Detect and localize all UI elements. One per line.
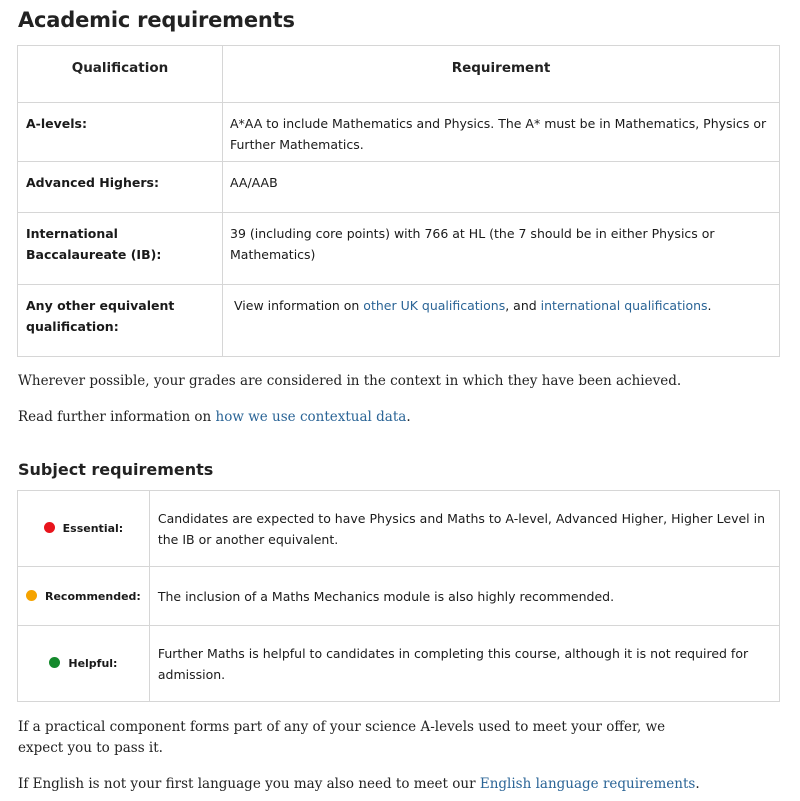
table-row-other-equivalent [18,285,780,357]
international-qualifications-link[interactable]: international qualifications [540,298,708,313]
subject-requirement-text: Candidates are expected to have Physics and Maths to A-level, Advanced Higher, Higher Level in the IB or another equivalent. [149,491,779,567]
subject-requirements-table [17,490,780,702]
red-dot-icon [44,522,55,533]
level-label: Helpful: [68,657,118,670]
english-language-paragraph [18,774,700,795]
requirement-value: 39 (including core points) with 766 at HL (the 7 should be in either Physics or Mathematics) [223,213,780,285]
table-row-essential [18,491,780,567]
orange-dot-icon [26,590,37,601]
level-label: Recommended: [45,589,141,603]
level-cell [18,567,150,626]
text-suffix: . [695,776,700,792]
requirement-value: A*AA to include Mathematics and Physics. The A* must be in Mathematics, Physics or Further Mathematics. [223,103,780,162]
qualification-label: Advanced Highers: [18,162,223,213]
subject-requirement-text: The inclusion of a Maths Mechanics module is also highly recommended. [149,567,779,626]
subject-requirements-heading: Subject requirements [18,460,214,479]
table-row-ib [18,213,780,285]
text-mid: , and [505,298,541,313]
practical-component-paragraph: If a practical component forms part of any of your science A-levels used to meet your offer, we expect you to pass it. [18,719,666,756]
text-prefix: Read further information on [18,409,216,425]
academic-requirements-table [17,45,780,357]
english-language-requirements-link[interactable]: English language requirements [479,776,696,792]
text-prefix: If English is not your first language you may also need to meet our [18,776,480,792]
table-row-recommended [18,567,780,626]
contextual-data-link[interactable]: how we use contextual data [215,409,407,425]
requirement-header: Requirement [223,46,780,103]
subject-requirement-text: Further Maths is helpful to candidates in completing this course, although it is not required for admission. [149,626,779,702]
contextual-data-paragraph [18,407,411,428]
qualification-header: Qualification [18,46,223,103]
other-uk-qualifications-link[interactable]: other UK qualifications [363,298,506,313]
level-cell [18,626,150,702]
green-dot-icon [49,657,60,668]
text-suffix: . [406,409,411,425]
context-paragraph: Wherever possible, your grades are considered in the context in which they have been achieved. [18,373,682,389]
requirement-value [223,285,780,357]
text-prefix: View information on [234,298,364,313]
table-row-helpful [18,626,780,702]
table-header-row [18,46,780,103]
level-cell [18,491,150,567]
text-suffix: . [707,298,712,313]
qualification-label: A-levels: [18,103,223,162]
table-row-advanced-highers [18,162,780,213]
requirement-value: AA/AAB [223,162,780,213]
level-label: Essential: [62,522,124,535]
qualification-label: Any other equivalent qualification: [18,285,223,357]
qualification-label: International Baccalaureate (IB): [18,213,223,285]
table-row-a-levels [18,103,780,162]
academic-requirements-heading: Academic requirements [18,8,295,32]
